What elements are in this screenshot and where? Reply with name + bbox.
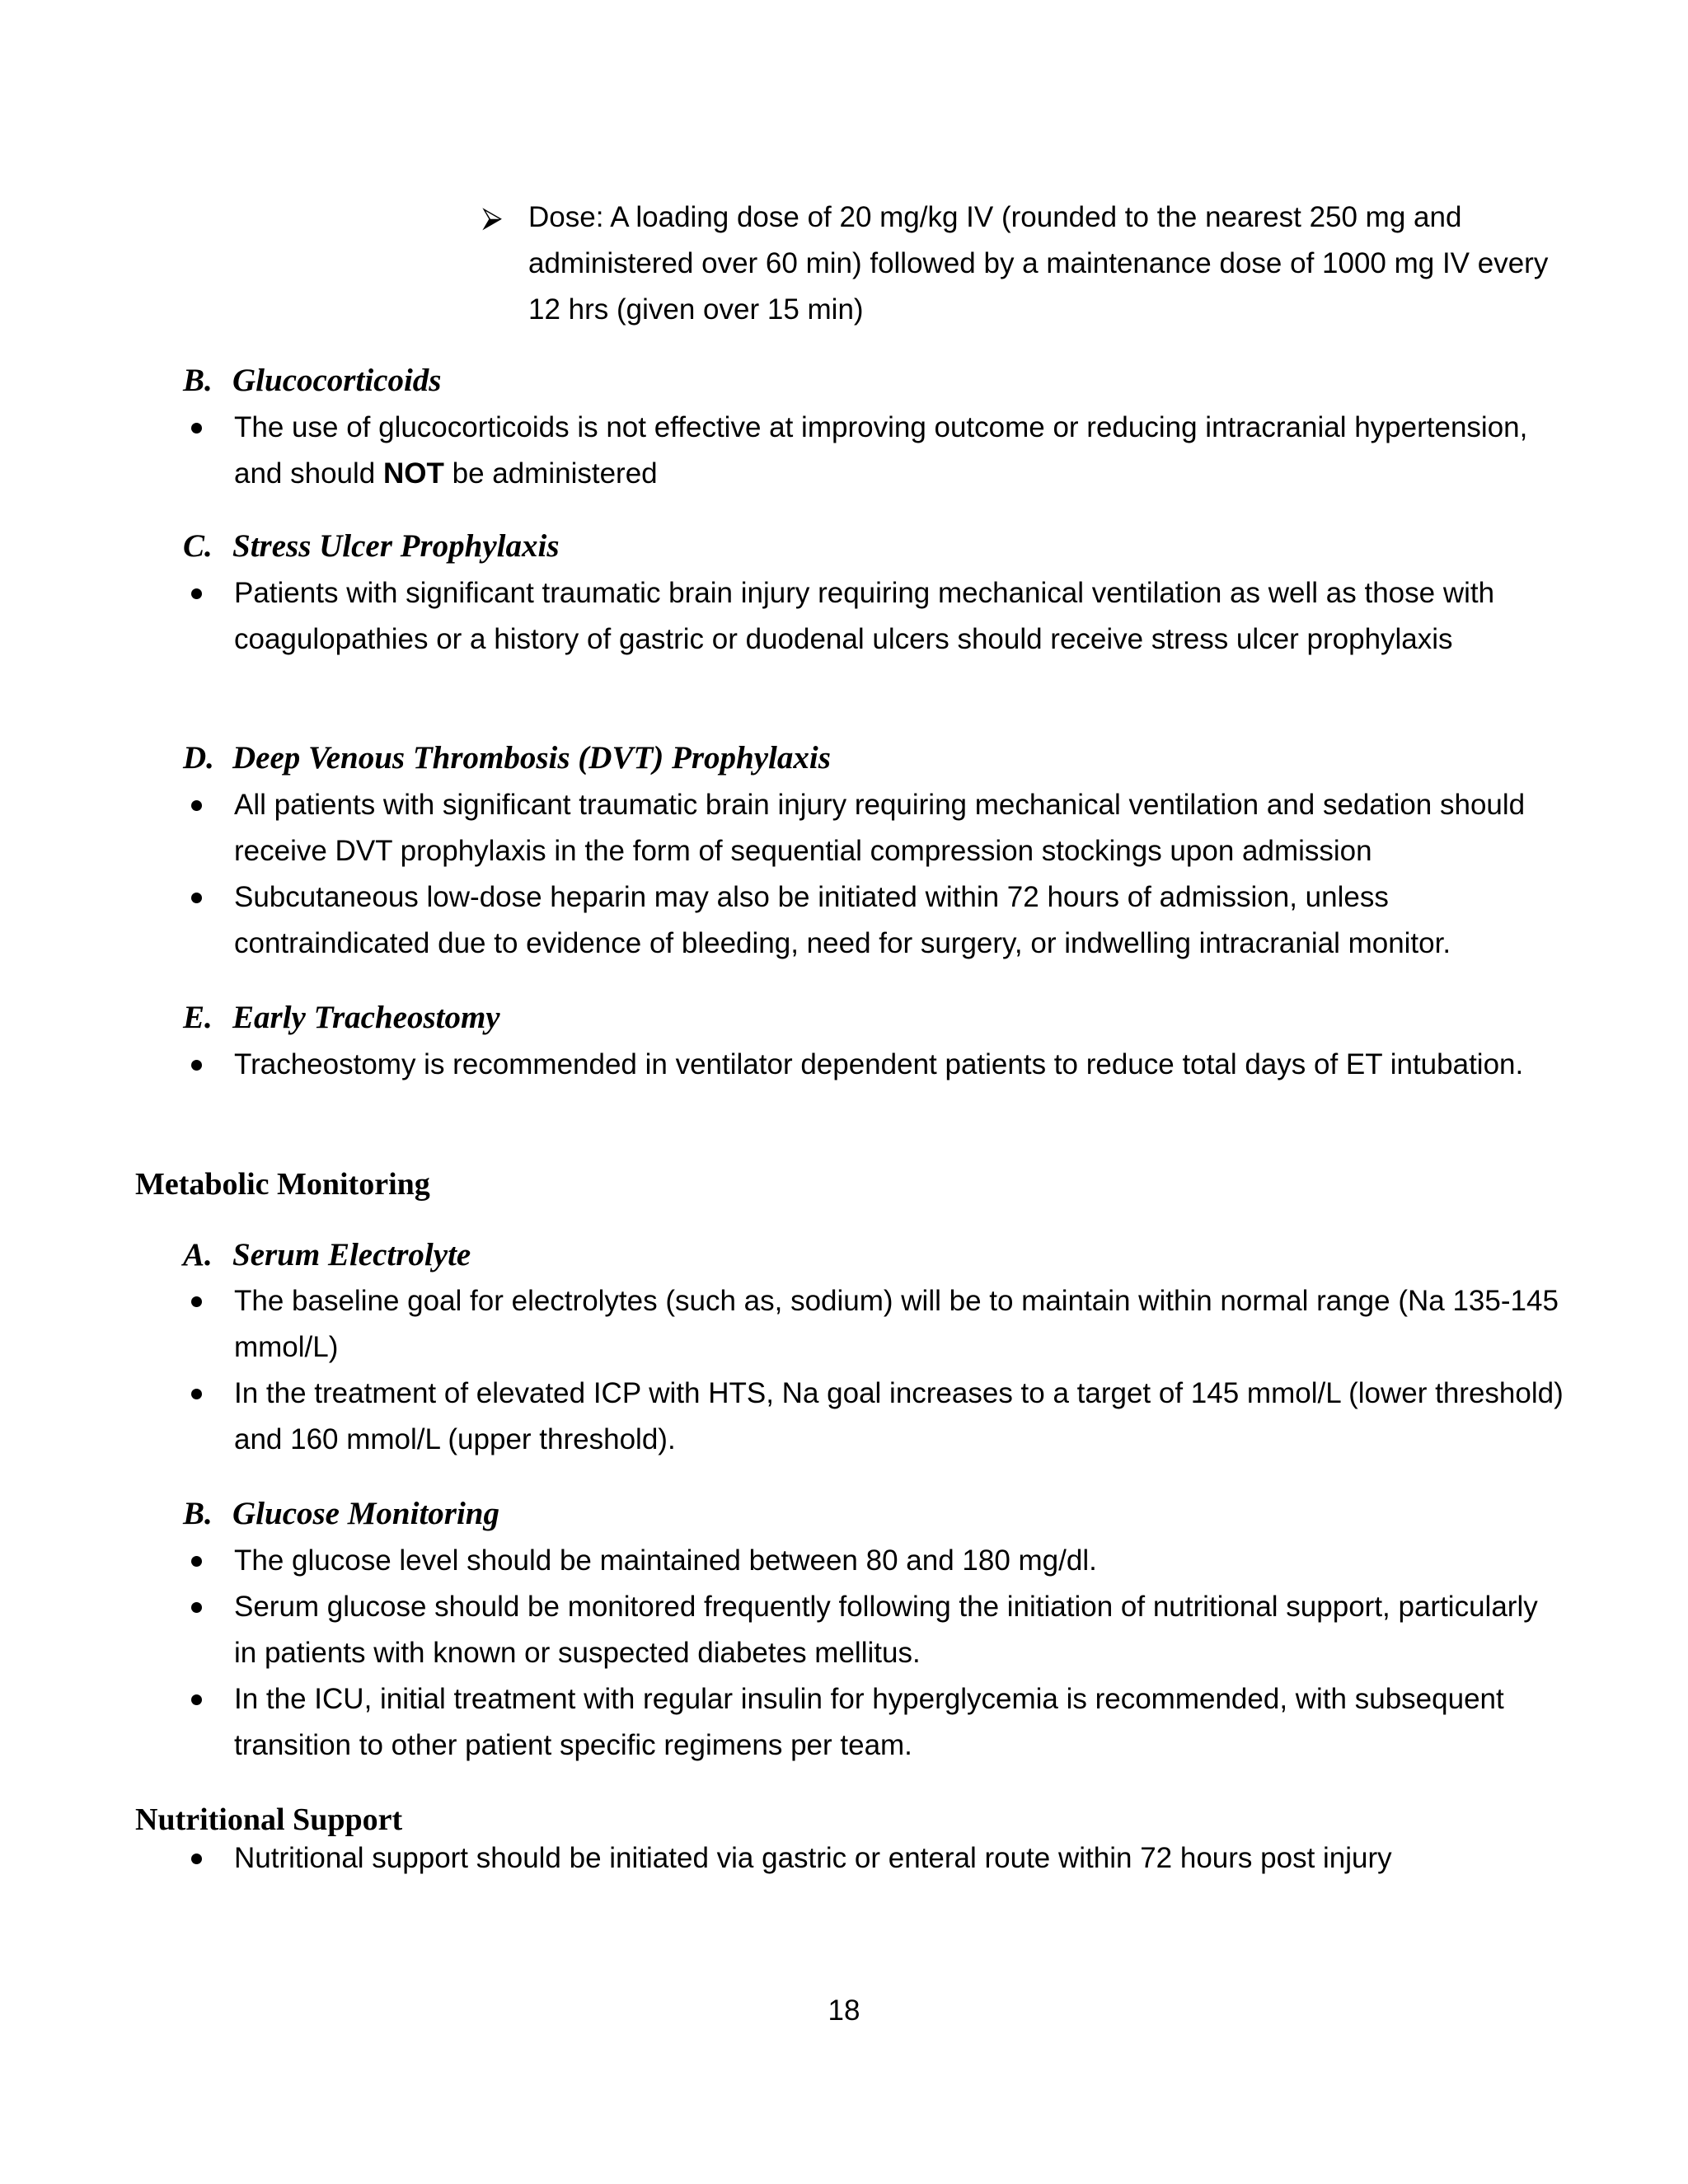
glucocorticoids-title: Glucocorticoids [232,363,442,398]
electrolyte-letter: A. [183,1237,213,1272]
electrolyte-bullet-2: In the treatment of elevated ICP with HTS, Na goal increases to a target of 145 mmol/L (lower threshold) and 160 mmol/L (upper threshold). [234,1377,1564,1455]
electrolyte-list [183,1278,1568,1463]
list-item [183,405,1568,497]
list-item [183,1278,1568,1371]
glucocorticoids-list [183,405,1568,497]
bullet-icon [191,1389,202,1399]
glucocorticoids-text-after: be administered [443,457,658,490]
glucocorticoids-heading [183,358,441,404]
electrolyte-title: Serum Electrolyte [232,1237,471,1272]
dose-text: Dose: A loading dose of 20 mg/kg IV (rounded to the nearest 250 mg and administered over 60 min) followed by a maintenance dose of 1000 mg IV every 12 hrs (given over 15 min) [528,201,1549,326]
dvt-list [183,782,1568,967]
bullet-icon [191,893,202,903]
tracheostomy-letter: E. [183,1000,213,1035]
nutrition-list [183,1835,1568,1882]
glucocorticoids-text-before: The use of glucocorticoids is not effective at improving outcome or reducing intracranial hypertension, and should [234,411,1528,490]
list-item [183,874,1568,967]
page-number: 18 [828,1994,860,2027]
stress-ulcer-title: Stress Ulcer Prophylaxis [232,528,560,564]
bullet-icon [191,423,202,434]
tracheostomy-heading [183,995,500,1041]
bullet-icon [191,1602,202,1613]
glucose-bullet-2: Serum glucose should be monitored frequently following the initiation of nutritional support, particularly in patients with known or suspected diabetes mellitus. [234,1591,1538,1669]
glucose-bullet-1: The glucose level should be maintained between 80 and 180 mg/dl. [234,1544,1097,1577]
metabolic-heading: Metabolic Monitoring [135,1167,430,1202]
bullet-icon [191,1060,202,1071]
list-item [183,1835,1568,1882]
dvt-heading [183,735,831,781]
stress-ulcer-bullet-1: Patients with significant traumatic brain injury requiring mechanical ventilation as well as those with coagulopathies or a history of gastric or duodenal ulcers should receive stress ulcer prophylaxis [234,577,1495,655]
dvt-bullet-1: All patients with significant traumatic brain injury requiring mechanical ventilation and sedation should receive DVT prophylaxis in the form of sequential compression stockings upon admission [234,789,1526,867]
nutrition-heading: Nutritional Support [135,1802,403,1837]
arrow-bullet-icon: ⮚ [482,202,503,233]
list-item [183,782,1568,874]
list-item [183,1676,1568,1769]
stress-ulcer-list [183,570,1568,663]
bullet-icon [191,1694,202,1705]
stress-ulcer-letter: C. [183,528,213,564]
list-item [183,1371,1568,1463]
dvt-bullet-2: Subcutaneous low-dose heparin may also be initiated within 72 hours of admission, unless contraindicated due to evidence of bleeding, need for surgery, or indwelling intracranial monitor. [234,881,1451,959]
glucose-title: Glucose Monitoring [232,1496,499,1531]
list-item [183,1042,1568,1088]
glucocorticoids-letter: B. [183,363,213,398]
bullet-icon [191,1556,202,1567]
list-item [183,570,1568,663]
glucose-list [183,1538,1568,1769]
dvt-letter: D. [183,740,214,776]
tracheostomy-title: Early Tracheostomy [232,1000,500,1035]
glucose-bullet-3: In the ICU, initial treatment with regular insulin for hyperglycemia is recommended, with subsequent transition to other patient specific regimens per team. [234,1683,1504,1761]
tracheostomy-bullet-1: Tracheostomy is recommended in ventilator dependent patients to reduce total days of ET intubation. [234,1048,1524,1080]
bullet-icon [191,1296,202,1307]
glucocorticoids-emphasis: NOT [382,457,444,490]
electrolyte-bullet-1: The baseline goal for electrolytes (such as, sodium) will be to maintain within normal range (Na 135-145 mmol/L) [234,1285,1559,1363]
bullet-icon [191,1854,202,1864]
bullet-icon [191,800,202,811]
electrolyte-heading [183,1232,471,1278]
list-item [183,1584,1568,1676]
tracheostomy-list [183,1042,1568,1088]
dose-item [482,194,1554,333]
glucose-heading [183,1491,499,1537]
stress-ulcer-heading [183,523,560,569]
glucose-letter: B. [183,1496,213,1531]
nutrition-bullet-1: Nutritional support should be initiated via gastric or enteral route within 72 hours post injury [234,1842,1392,1874]
dvt-title: Deep Venous Thrombosis (DVT) Prophylaxis [232,740,831,776]
bullet-icon [191,588,202,599]
list-item [183,1538,1568,1584]
